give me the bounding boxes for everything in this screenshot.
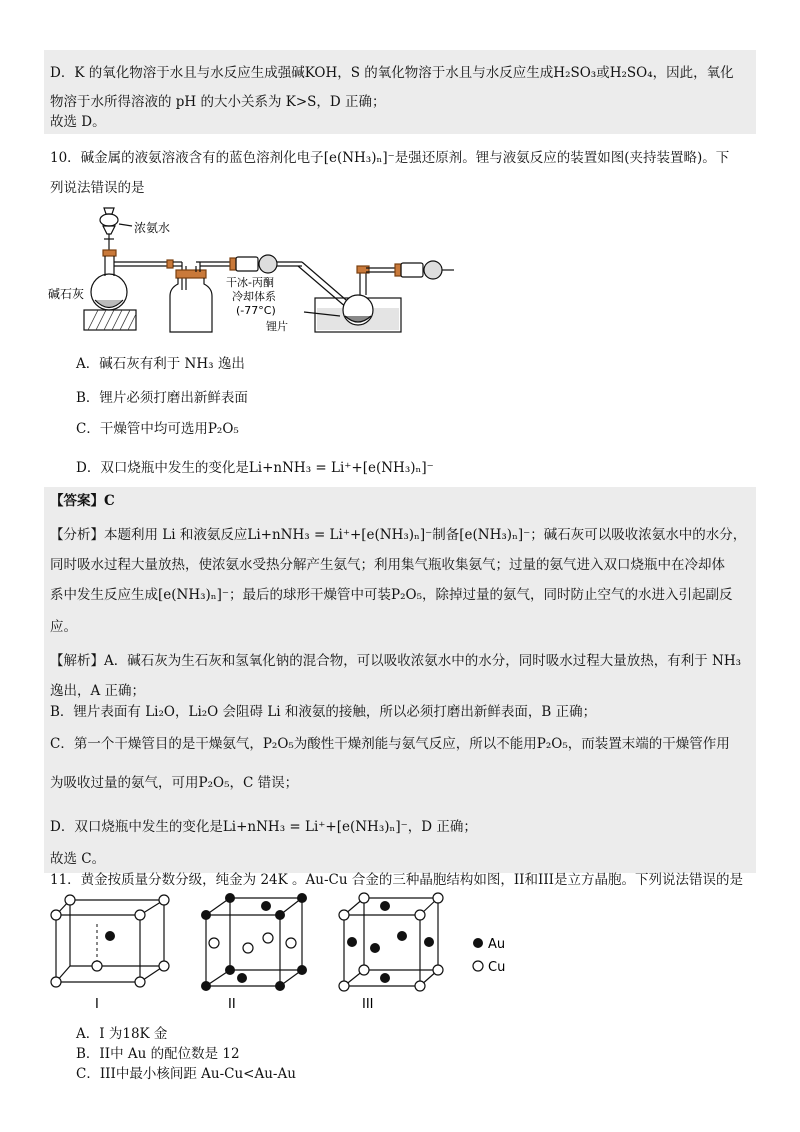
legend-cu-label: Cu	[488, 960, 506, 975]
dryer2-stopper	[395, 264, 401, 276]
legend-au-label: Au	[488, 937, 506, 952]
collection-bottle	[170, 278, 212, 332]
tube-joint-1	[167, 260, 173, 268]
q11-stem: 11．黄金按质量分数分级，纯金为 24K 。Au-Cu 合金的三种晶胞结构如图，II和III是立方晶胞。下列说法错误的是	[50, 872, 744, 888]
q10-stem-line-1	[50, 148, 729, 168]
label-cooling-3: (-77°C)	[236, 304, 276, 317]
q10-stem-b: 是强还原剂。锂与液氨反应的装置如图(夹持装置略)。下	[394, 150, 730, 166]
explain-line-2: 逸出，A 正确；	[50, 683, 146, 699]
crystal-cells-figure	[40, 890, 520, 1020]
explain-line-5: 为吸收过量的氨气，可用P₂O₅，C 错误；	[50, 775, 299, 791]
legend-au-marker	[473, 938, 483, 948]
funnel-cone	[103, 226, 115, 234]
label-cooling-2: 冷却体系	[232, 290, 276, 303]
explain-line-6: D．双口烧瓶中发生的变化是Li+nNH₃ = Li⁺+[e(NH₃)ₙ]⁻，D 正确；	[50, 819, 477, 835]
d-line-1: D．K 的氧化物溶于水且与水反应生成强碱KOH，S 的氧化物溶于水且与水反应生成H₂SO₃或H₂SO₄，因此，氧化	[50, 65, 734, 81]
cell-label-i: I	[95, 997, 99, 1012]
cell-label-ii: II	[228, 997, 236, 1012]
q11-option-b: B．II中 Au 的配位数是 12	[76, 1046, 240, 1062]
cell-iii	[339, 893, 443, 991]
analysis-line-2: 同时吸水过程大量放热，使浓氨水受热分解产生氨气；利用集气瓶收集氨气；过量的氨气进入双口烧瓶中在冷却体	[50, 557, 725, 573]
analysis-line-1: 【分析】本题利用 Li 和液氨反应Li+nNH₃ = Li⁺+[e(NH₃)ₙ]⁻制备[e(NH₃)ₙ]⁻；碱石灰可以吸收浓氨水中的水分，	[50, 527, 747, 543]
stand-hatch	[88, 310, 136, 330]
dryer2-tube	[401, 263, 423, 277]
label-cooling-1: 干冰-丙酮	[226, 276, 274, 289]
q10-option-b: B．锂片必须打磨出新鲜表面	[76, 390, 248, 406]
funnel-stopper	[104, 208, 114, 214]
explain-line-1: 【解析】A．碱石灰为生石灰和氢氧化钠的混合物，可以吸收浓氨水中的水分，同时吸水过程大量放热，有利于 NH₃	[50, 653, 742, 669]
explain-line-3: B．锂片表面有 Li₂O，Li₂O 会阻碍 Li 和液氨的接触，所以必须打磨出新鲜表面，B 正确；	[50, 704, 597, 720]
dryer2-bulb	[424, 261, 442, 279]
cell-i	[51, 895, 169, 987]
cell-label-iii: III	[362, 997, 374, 1012]
analysis-line-4: 应。	[50, 619, 77, 635]
q10-stem-a: 10．碱金属的液氨溶液含有的蓝色溶剂化电子	[50, 150, 324, 166]
soda-lime-fill	[95, 300, 123, 308]
q10-option-d: D．双口烧瓶中发生的变化是Li+nNH₃ = Li⁺+[e(NH₃)ₙ]⁻	[76, 460, 434, 476]
q10-option-c: C．干燥管中均可选用P₂O₅	[76, 421, 239, 437]
answer-d: 故选 D。	[50, 114, 106, 130]
label-soda-lime: 碱石灰	[48, 287, 85, 301]
explain-line-7: 故选 C。	[50, 851, 106, 867]
flask1-stopper	[103, 250, 116, 256]
ammonia-label-leader	[119, 224, 132, 226]
q11-option-a: A．I 为18K 金	[76, 1026, 168, 1042]
cell-ii	[201, 893, 307, 991]
analysis-line-3: 系中发生反应生成[e(NH₃)ₙ]⁻；最后的球形干燥管中可装P₂O₅，除掉过量的氨气，同时防止空气的水进入引起副反	[50, 587, 733, 603]
explain-line-4: C．第一个干燥管目的是干燥氨气，P₂O₅为酸性干燥剂能与氨气反应，所以不能用P₂O₅，而装置末端的干燥管作用	[50, 736, 730, 752]
legend-cu-marker	[473, 961, 483, 971]
dryer1-stopper	[230, 258, 236, 270]
funnel-bulb	[100, 214, 118, 226]
q10-stem-formula: [e(NH₃)ₙ]⁻	[323, 150, 395, 166]
dryer1-bulb	[259, 255, 277, 273]
dryer1-tube	[236, 257, 258, 271]
q10-option-a: A．碱石灰有利于 NH₃ 逸出	[76, 356, 245, 372]
cell-i-au-atom	[105, 931, 115, 941]
q10-answer: 【答案】C	[50, 493, 115, 509]
bottle-stopper	[176, 270, 206, 278]
label-lithium: 锂片	[266, 320, 288, 333]
q10-stem-line-2: 列说法错误的是	[50, 180, 145, 196]
d-line-2: 物溶于水所得溶液的 pH 的大小关系为 K>S，D 正确；	[50, 94, 386, 110]
label-ammonia: 浓氨水	[134, 221, 171, 235]
apparatus-diagram	[40, 200, 460, 340]
q11-option-c: C．III中最小核间距 Au-Cu<Au-Au	[76, 1066, 296, 1082]
